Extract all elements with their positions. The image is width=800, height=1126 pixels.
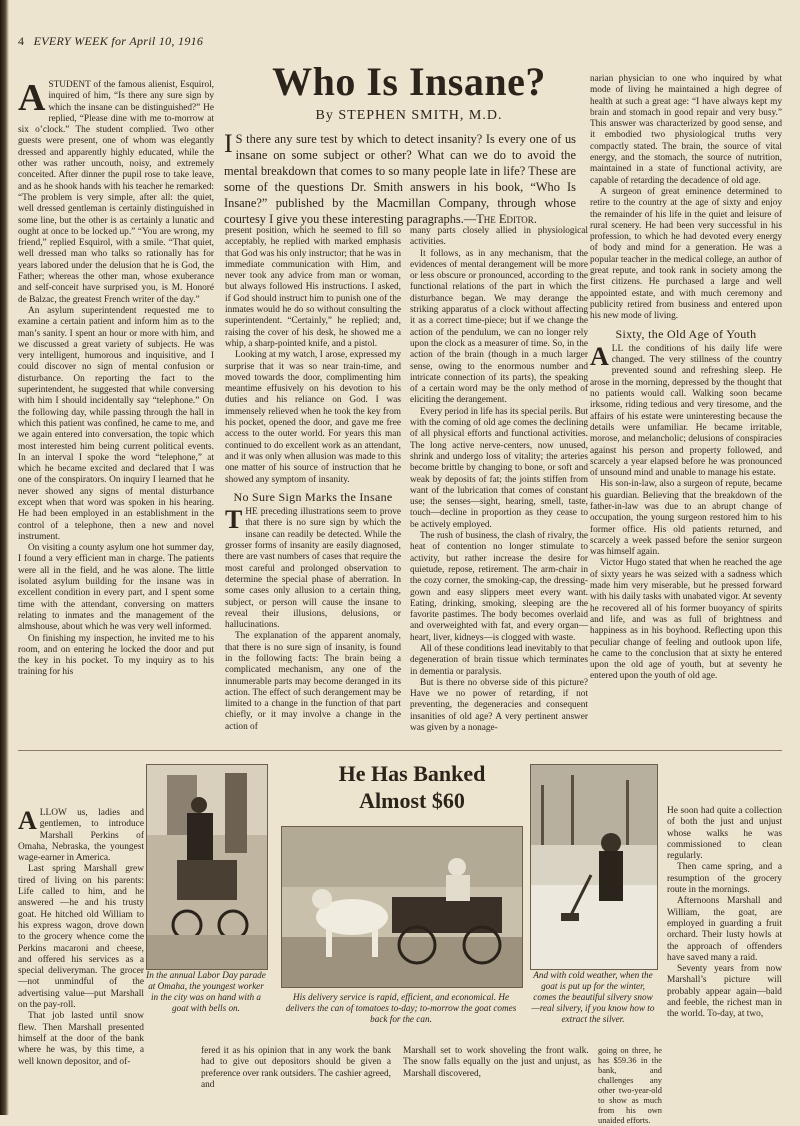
editor-intro: [224, 131, 576, 227]
paragraph: Then came spring, and a resumption of the grocery route in the mornings.: [667, 862, 782, 896]
binding-edge: [0, 0, 9, 1115]
article-byline: By STEPHEN SMITH, M.D.: [315, 108, 503, 123]
caption-3: And with cold weather, when the goat is put up for the winter, comes the beautiful silvery snow—real silvery, if you know how to extract the silver.: [531, 970, 655, 1024]
article2-column-4: [667, 806, 782, 1110]
photo-parade: [146, 764, 268, 970]
photo-goat-wagon: [281, 826, 523, 988]
photo-snow-shoveling: [530, 764, 658, 970]
paragraph: The explanation of the apparent anomaly, that there is no sure sign of insanity, is found in the following facts: The brain being a complicated mechanism, any one of the innumerable parts may become deranged in its action. The effect of such derangement may be limited to a change in the function of that part chiefly, or it may involve a change in the action of: [225, 631, 401, 732]
intro-text: S there any sure test by which to detect insanity? Is every one of us insane on some subject or other? What can we do to avoid the mental breakdown that comes to so many people late in life? These are some of the questions Dr. Smith answers in his book, “Who Is Insane?” published by the Macmillan Company, through whose courtesy I give you these interesting paragraphs.—: [224, 132, 576, 226]
article2-bottom-column-3: going on three, he has $59.36 in the bank, and challenges any other two-year-old to show as much from his own unaided efforts.: [598, 1046, 662, 1125]
article-title-2: He Has Banked Almost $60: [338, 761, 486, 813]
paragraph: It follows, as in any mechanism, that the evidences of mental derangement will be more or less obscure or pronounced, according to the functional relations of the part in which the disturbance began. We may derange the striking apparatus of a clock without affecting it as a correct time-piece; but if we change the action of the pendulum, we can no longer rely upon the clock as a measurer of time. So, in the action of the brain (though in a much larger sense, owing to the enormous number and intricate connection of its parts), the speaking of a certain word may be the only method of eliciting the derangement.: [410, 248, 588, 406]
article-title: Who Is Insane?: [272, 59, 546, 104]
paragraph: ASTUDENT of the famous alienist, Esquirol, inquired of him, “Is there any sure sign by which the insane can be distinguished?” He replied, “Please dine with me to-morrow at six o’clock.” The student complied. Two other guests were present, one of whom was elegantly dressed and apparently highly educated, while the other was rather uncouth, noisy, and extremely conceited. After dinner the pupil rose to take leave, and as he shook hands with his teacher he remarked: “The problem is very simple, after all: the quiet, well dressed gentleman is certainly distinguished in some line, but the other is as certainly a lunatic and ought at once to be locked up.” “You are wrong, my friend,” replied Esquirol, with a smile. “That quiet, well dressed man who talks so rationally has for years labored under the delusion that he is God, the Father; whereas the other man, whose exuberance and self-conceit have surprised you, is M. Honoré de Balzac, the greatest French writer of the day.”: [18, 77, 214, 305]
paragraph: narian physician to one who inquired by what mode of living he maintained a high degree of health at such a great age: “I have always kept my brain and stomach in good repair and very busy.” This answer was characterized by good sense, and it embodied two physiological truths very compactly stated. The brain, the source of vital energy, and the stomach, the source of nutrition, maintained in a state of functional activity, are capable of retarding the decadence of old age.: [590, 74, 782, 186]
section-subhead: No Sure Sign Marks the Insane: [233, 489, 393, 504]
running-header: [18, 34, 203, 49]
paragraph: An asylum superintendent requested me to examine a certain patient and inform him as to the man’s sanity. I spent an hour or more with him, and we discussed a great variety of subjects. He was very intelligent, humorous and inquisitive, and I could discover no sign of mental confusion or disturbance. On reporting the fact to the superintendent, he suggested that while conversing with him I should incidentally say “telephone.” On the following day, while passing through the hall in which this patient was confined, he came to me, and we again entered into conversation, the topic which most interested him being current political events. In an interval I spoke the word “telephone,” at which he became excited and declared that I was one of the conspirators. On inquiry I learned that he never showed any signs of mental disturbance except when that word was spoken in his hearing. He had been employed in an establishment in the control of a telephone, then a new and novel instrument.: [18, 305, 214, 542]
paragraph: He soon had quite a collection of both the just and unjust whose walks he was commissioned to clean regularly.: [667, 806, 782, 862]
article2-column-1: [18, 808, 144, 1110]
paragraph: Looking at my watch, I arose, expressed my surprise that it was so near train-time, and moved towards the door, complimenting him meantime effusively on his devotion to his duties and his reliance on God. I was immensely relieved when he took the key from his pocket, opened the door, and gave me free access to the outer world. For years this man continued to do excellent work as an attendant, and it was only when allusion was made to this one matter of his source of instruction that he showed any symptom of insanity.: [225, 350, 401, 485]
paragraph: ALL the conditions of his daily life were changed. The very stillness of the country prevented sound and refreshing sleep. He arose in the morning, depressed by the thought that no patients would call. Walking soon became irksome, riding tedious and very tiresome, and the affairs of his estate were uninteresting because the details were unfamiliar. He became irritable, morose, and melancholic; delusions of conspiracies against his person and property followed, and scarcely a year elapsed before he was pronounced of unsound mind and unable to manage his estate.: [590, 341, 782, 479]
intro-initial: I: [224, 129, 233, 158]
article2-bottom-column-2: Marshall set to work shoveling the front walk. The snow falls equally on the just and unjust, as Marshall discovered,: [403, 1046, 591, 1079]
paragraph: The rush of business, the clash of rivalry, the heat of contention no longer stimulate to activity, but rather increase the desire for quietude, repose, retirement. The arm-chair in the cozy corner, the smoking-cap, the dressing-gown and easy slippers meet every want. Eating, drinking, smoking, sleeping are the favorite pastimes. The body becomes overlaid and overweighted with fat, and every organ—heart, liver, kidneys—is clogged with waste.: [410, 531, 588, 643]
paragraph: Afternoons Marshall and William, the goat, are employed in guarding a fruit orchard. Their lusty howls at the approach of offenders have saved many a raid.: [667, 896, 782, 963]
article-column-3: [410, 226, 588, 750]
paragraph: A surgeon of great eminence determined to retire to the country at the age of sixty and enjoy the remainder of his life in the quiet and leisure of rural scenery. He had been very successful in his profession, to which he had devoted every energy of body and mind for a generation. He was a popular teacher in the medical college, an author of great repute, and took rank in society among the first citizens. He purchased a large and well appointed estate, and with much ceremony and publicity retired from business and entered upon his new mode of living.: [590, 186, 782, 322]
intro-signature: The Editor.: [476, 212, 537, 226]
paragraph: ALLOW us, ladies and gentlemen, to introduce Marshall Perkins of Omaha, Nebraska, the youngest wage-earner in America.: [18, 806, 144, 864]
article-column-4: [590, 74, 782, 750]
caption-1: In the annual Labor Day parade at Omaha, the youngest worker in the city was on hand with a goat with bells on.: [146, 970, 266, 1013]
paragraph: His son-in-law, also a surgeon of repute, became his guardian. Believing that the breakdown of the father-in-law was due to an abrupt change of occupation, the young surgeon restored him to his former office. His old patients returned, and scarcely a week passed before the senior surgeon was himself again.: [590, 479, 782, 558]
paragraph: THE preceding illustrations seem to prove that there is no sure sign by which the insane can readily be detected. While the grosser forms of insanity are easily diagnosed, there are vast numbers of cases that require the most careful and prolonged observation to determine the special phase of aberration. In some cases only allusion to a certain thing, subject, or person will cause the insane to reveal their illusions, delusions, or hallucinations.: [225, 505, 401, 631]
article2-bottom-column-1: fered it as his opinion that in any work the bank had to give out depositors should be given a preference over rank outsiders. The cashier agreed, and: [201, 1046, 391, 1090]
article-column-1: [18, 77, 214, 750]
running-title: EVERY WEEK for April 10, 1916: [33, 34, 204, 48]
paragraph: But is there no obverse side of this picture? Have we no power of retarding, if not preventing, the degeneracies and consequent insanities of old age? A very pertinent answer was given by a nonage-: [410, 677, 588, 734]
paragraph: That job lasted until snow flew. Then Marshall presented himself at the door of the bank where he was, by this time, a well known depositor, and of-: [18, 1011, 144, 1067]
paragraph: On finishing my inspection, he invited me to his room, and on entering he locked the door and put the key in his pocket. To my inquiry as to his training for his: [18, 633, 214, 678]
paragraph: Last spring Marshall grew tired of living on his parents: Life called to him, and he answered —he and his trusty goat. He hitched old William to his express wagon, drove down to the grocery whence come the Perkins macaroni and cheese, and offered his services as a special deliveryman. The grocer—not unmindful of the advertising value—put Marshall on the pay-roll.: [18, 864, 144, 1011]
paragraph: Victor Hugo stated that when he reached the age of sixty years he was seized with a sadness which made him very miserable, but he pressed forward with his daily tasks with unabated vigor. At seventy he recovered all of his former buoyancy of spirits and life, and was as full of brightness and happiness as in his boyhood. Reflecting upon this peculiar change of feeling and outlook upon life, he came to the conclusion that at sixty he entered upon the old age of youth, but at seventy he entered upon the youth of old age.: [590, 558, 782, 682]
paragraph: present position, which he seemed to fill so acceptably, he replied with marked emphasis that God was his only instructor; that he was in immediate communication with Him, and never took any advice from man or woman, but always followed His instructions. I asked, if God should instruct him to punish one of the inmates would he do so without consulting the superintendent. “Certainly,” he replied; and, raising the cover of his desk, he showed me a whip, a sharp-pointed knife, and a pistol.: [225, 226, 401, 349]
page-number: 4: [18, 34, 25, 48]
paragraph: Every period in life has its special perils. But with the coming of old age comes the declining of all physical efforts and functional activities. The long active nerve-centers, now unused, shrink and undergo loss of vitality; the arteries become brittle by changing to bone, or soft and weak by deposits of fat; the joints stiffen from want of the lubrication that comes of constant use; the senses—sight, hearing, smell, taste, touch—decline in proportion as they cease to be actively employed.: [410, 406, 588, 530]
caption-2: His delivery service is rapid, efficient, and economical. He delivers the can of tomatoes to-day; to-morrow the goat comes back for the can.: [285, 992, 517, 1024]
paragraph: Seventy years from now Marshall’s picture will probably appear again—bald and feeble, the richest man in the world. To-day, at two,: [667, 964, 782, 1020]
paragraph: All of these conditions lead inevitably to that degeneration of brain tissue which terminates in dementia or paralysis.: [410, 643, 588, 677]
section-subhead: Sixty, the Old Age of Youth: [615, 326, 757, 341]
section-divider: [18, 750, 782, 751]
article-column-2: [225, 226, 401, 750]
paragraph: many parts closely allied in physiological activities.: [410, 226, 588, 248]
paragraph: On visiting a county asylum one hot summer day, I found a very efficient man in charge. The patients were all in the field, and he was alone. The little isolated asylum building for the insane was in excellent condition in every part, and I spent some time with the attendant, conversing on matters relating to inmates and the management of the almshouse, about which he was very well informed.: [18, 543, 214, 633]
